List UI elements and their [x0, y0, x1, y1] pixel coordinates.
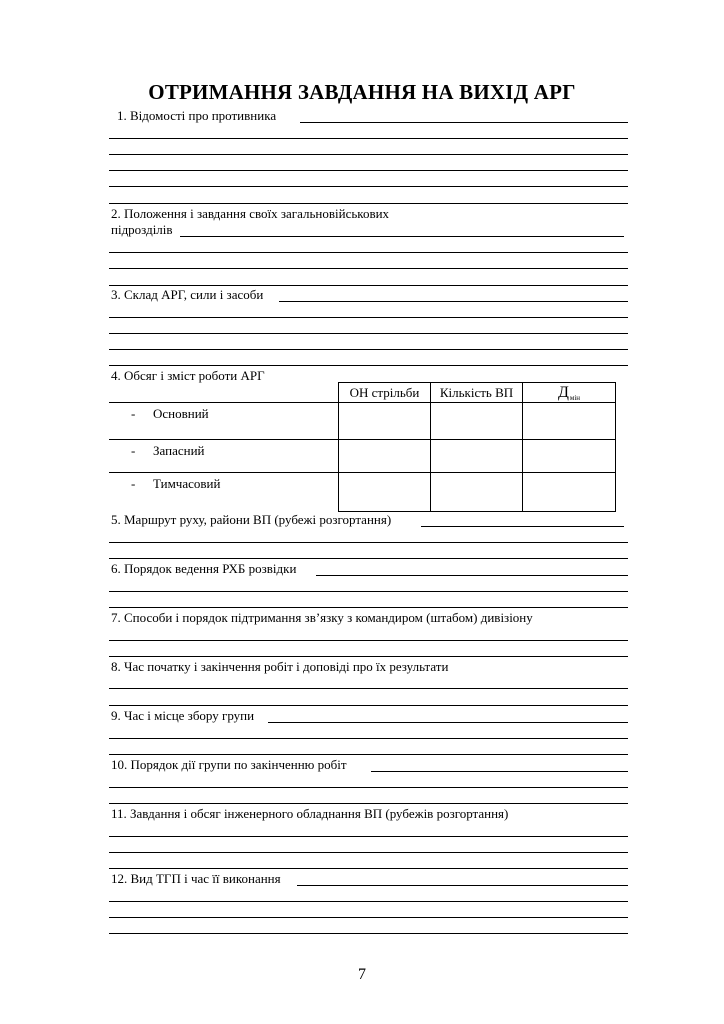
table-cell[interactable]	[522, 439, 616, 473]
section-3-line[interactable]	[109, 349, 628, 350]
table-cell[interactable]	[430, 472, 523, 512]
table-cell[interactable]	[522, 472, 616, 512]
table-cell[interactable]	[338, 402, 431, 440]
section-5-fill-line[interactable]	[421, 526, 624, 527]
section-11-line[interactable]	[109, 852, 628, 853]
section-1-line[interactable]	[109, 138, 628, 139]
table-cell[interactable]	[522, 402, 616, 440]
section-1-line[interactable]	[109, 154, 628, 155]
section-3-label: 3. Склад АРГ, сили і засоби	[111, 287, 264, 302]
section-8-line[interactable]	[109, 705, 628, 706]
section-10-line[interactable]	[109, 803, 628, 804]
section-5-line[interactable]	[109, 542, 628, 543]
section-10-label: 10. Порядок дії групи по закінченню робіт	[111, 757, 347, 772]
table-row-divider	[109, 402, 338, 403]
table-row-label-tymchasovyi: Тимчасовий	[153, 476, 221, 491]
section-11-line[interactable]	[109, 836, 628, 837]
section-8-line[interactable]	[109, 688, 628, 689]
section-7-line[interactable]	[109, 656, 628, 657]
section-1-line[interactable]	[109, 203, 628, 204]
section-1-line[interactable]	[109, 186, 628, 187]
table-row-label-osnovnyi: Основний	[153, 406, 209, 421]
section-11-label: 11. Завдання і обсяг інженерного обладнання ВП (рубежів розгортання)	[111, 806, 509, 821]
work-table	[109, 382, 616, 512]
table-cell[interactable]	[430, 402, 523, 440]
section-4-label: 4. Обсяг і зміст роботи АРГ	[111, 368, 265, 383]
header-d-letter: Д	[557, 384, 569, 401]
section-12-label: 12. Вид ТГП і час її виконання	[111, 871, 281, 886]
table-row-divider	[109, 439, 338, 440]
section-10-fill-line[interactable]	[371, 771, 628, 772]
section-9-label: 9. Час і місце збору групи	[111, 708, 255, 723]
table-row-dash: -	[131, 476, 136, 491]
page-number: 7	[358, 966, 366, 983]
table-cell[interactable]	[338, 472, 431, 512]
section-11-line[interactable]	[109, 868, 628, 869]
table-header-vp-count	[430, 382, 523, 403]
section-2-label: 2. Положення і завдання своїх загальновійськових	[111, 206, 390, 221]
section-3-fill-line[interactable]	[279, 301, 628, 302]
section-9-line[interactable]	[109, 738, 628, 739]
section-12-fill-line[interactable]	[297, 885, 628, 886]
section-12-line[interactable]	[109, 933, 628, 934]
header-on-text: ОН стрільби	[349, 385, 420, 400]
table-cell[interactable]	[338, 439, 431, 473]
table-row-label-zapasnyi: Запасний	[153, 443, 205, 458]
section-9-fill-line[interactable]	[268, 722, 628, 723]
section-2-line[interactable]	[109, 285, 628, 286]
section-10-line[interactable]	[109, 787, 628, 788]
section-12-line[interactable]	[109, 917, 628, 918]
section-2-label-cont: підрозділів	[111, 222, 173, 237]
section-1-line[interactable]	[109, 170, 628, 171]
section-12-line[interactable]	[109, 901, 628, 902]
table-header-on	[338, 382, 431, 403]
header-vp-text: Кількість ВП	[439, 385, 514, 400]
page-title: ОТРИМАННЯ ЗАВДАННЯ НА ВИХІД АРГ	[148, 80, 576, 104]
section-5-label: 5. Маршрут руху, райони ВП (рубежі розгортання)	[111, 512, 392, 527]
section-2-line[interactable]	[109, 268, 628, 269]
section-6-line[interactable]	[109, 591, 628, 592]
section-9-line[interactable]	[109, 754, 628, 755]
section-6-fill-line[interactable]	[316, 575, 628, 576]
section-1-label: 1. Відомості про противника	[117, 108, 277, 123]
section-6-label: 6. Порядок ведення РХБ розвідки	[111, 561, 297, 576]
table-header-d-min	[522, 382, 616, 403]
table-row-dash: -	[131, 406, 136, 421]
section-6-line[interactable]	[109, 607, 628, 608]
section-3-line[interactable]	[109, 365, 628, 366]
section-3-line[interactable]	[109, 317, 628, 318]
table-cell[interactable]	[430, 439, 523, 473]
table-row-dash: -	[131, 443, 136, 458]
section-2-line[interactable]	[109, 252, 628, 253]
section-5-line[interactable]	[109, 558, 628, 559]
section-2-fill-line[interactable]	[180, 236, 624, 237]
section-8-label: 8. Час початку і закінчення робіт і доповіді про їх результати	[111, 659, 449, 674]
section-3-line[interactable]	[109, 333, 628, 334]
section-7-line[interactable]	[109, 640, 628, 641]
section-1-fill-line[interactable]	[300, 122, 628, 123]
header-d-subscript: мін	[569, 394, 581, 402]
table-row-divider	[109, 472, 338, 473]
section-7-label: 7. Способи і порядок підтримання зв’язку з командиром (штабом) дивізіону	[111, 610, 533, 625]
